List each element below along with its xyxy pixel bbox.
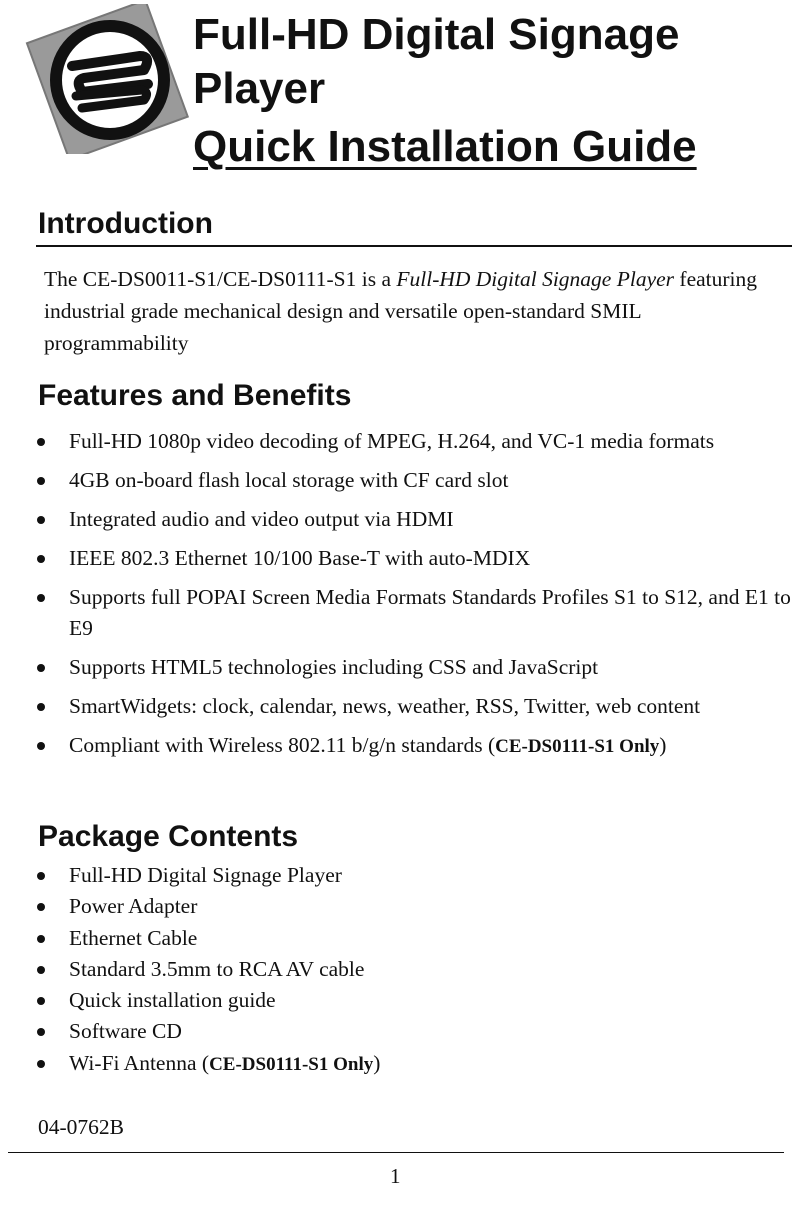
list-item: Supports full POPAI Screen Media Formats Standards Profiles S1 to S12, and E1 to E9 (34, 582, 799, 644)
package-list (34, 860, 799, 1080)
introduction-heading: Introduction (38, 207, 213, 240)
list-item: Wi-Fi Antenna (CE-DS0111-S1 Only) (34, 1048, 799, 1080)
intro-text-start: The CE-DS0011-S1/CE-DS0111-S1 is a (44, 267, 397, 291)
section-divider (36, 245, 792, 247)
list-item: Supports HTML5 technologies including CSS and JavaScript (34, 652, 799, 683)
features-list (34, 426, 799, 770)
list-item: Compliant with Wireless 802.11 b/g/n standards (CE-DS0111-S1 Only) (34, 730, 799, 762)
introduction-paragraph (44, 263, 784, 359)
list-item: IEEE 802.3 Ethernet 10/100 Base-T with auto-MDIX (34, 543, 799, 574)
list-item: Quick installation guide (34, 985, 799, 1016)
package-heading: Package Contents (38, 820, 299, 853)
footer-divider (8, 1152, 784, 1153)
list-item: Full-HD 1080p video decoding of MPEG, H.264, and VC-1 media formats (34, 426, 799, 457)
list-item: Software CD (34, 1016, 799, 1047)
document-title (193, 8, 793, 174)
document-number: 04-0762B (38, 1115, 124, 1139)
intro-product-name: Full-HD Digital Signage Player (396, 267, 675, 291)
guide-subtitle: Quick Installation Guide (193, 122, 697, 171)
intro-text-end: featuring industrial grade mechanical design and versatile open-standard SMIL programmability (44, 267, 758, 355)
list-item: Ethernet Cable (34, 923, 799, 954)
brand-logo-icon (22, 4, 192, 154)
title-line-2: Player (193, 64, 326, 113)
model-note: CE-DS0111-S1 Only (209, 1053, 374, 1075)
list-item: Power Adapter (34, 891, 799, 922)
features-heading: Features and Benefits (38, 379, 352, 412)
list-item: Standard 3.5mm to RCA AV cable (34, 954, 799, 985)
title-line-1: Full-HD Digital Signage (193, 10, 680, 59)
page-number: 1 (390, 1164, 401, 1188)
list-item: Integrated audio and video output via HDMI (34, 504, 799, 535)
list-item: Full-HD Digital Signage Player (34, 860, 799, 891)
list-item: 4GB on-board flash local storage with CF card slot (34, 465, 799, 496)
list-item: SmartWidgets: clock, calendar, news, weather, RSS, Twitter, web content (34, 691, 799, 722)
model-note: CE-DS0111-S1 Only (495, 736, 660, 757)
